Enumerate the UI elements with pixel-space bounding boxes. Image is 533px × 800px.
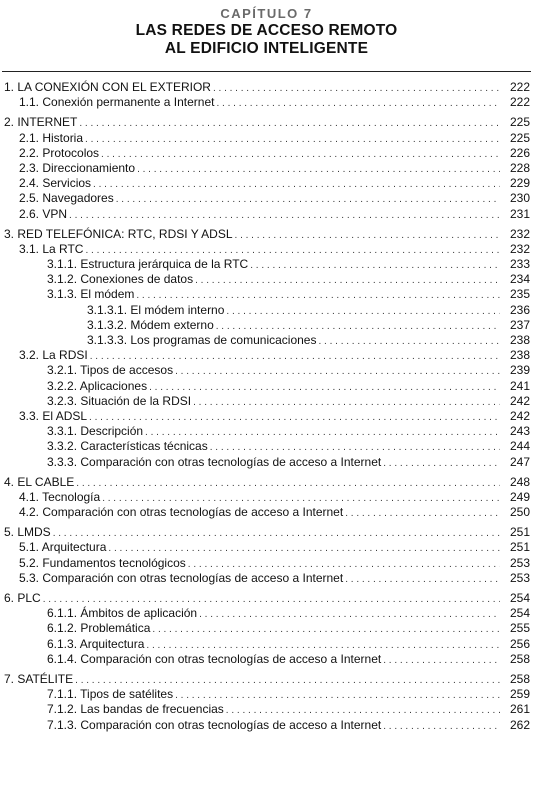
toc-subentry [0,439,533,454]
toc-section [0,525,533,586]
toc-page-number: 251 [509,525,530,540]
dot-leader [383,653,500,668]
toc-page-number: 256 [509,636,530,651]
toc-subentry [0,161,533,176]
toc-entry-title: 3.1. La RTC [19,241,84,256]
toc-page-number: 230 [509,191,530,206]
toc-subentry [0,272,533,287]
toc-entry-title: 4.2. Comparación con otras tecnologías de acceso a Internet [19,505,344,520]
toc-entry-title: 2.3. Direccionamiento [19,160,136,175]
toc-page-number: 244 [509,439,530,454]
toc-entry-title: 6.1.2. Problemática [47,621,151,636]
dot-leader [345,506,500,521]
toc-page-number: 249 [509,489,530,504]
toc-page-number: 247 [509,454,530,469]
toc-subentry [0,242,533,257]
chapter-header [0,0,533,58]
dot-leader [318,334,500,349]
toc-entry-title: 3.1.3.3. Los programas de comunicaciones [87,333,317,347]
toc-page-number: 239 [509,363,530,378]
toc-chapter-entry [0,672,533,687]
toc-section [0,591,533,667]
toc-page-number: 253 [509,555,530,570]
toc-page-number: 258 [509,651,530,666]
dot-leader [383,719,500,734]
toc-chapter-entry [0,80,533,95]
dot-leader [175,688,500,703]
toc-subentry [0,455,533,470]
dot-leader [152,622,500,637]
toc-chapter-entry [0,525,533,540]
toc-entry-title: 1. LA CONEXIÓN CON EL EXTERIOR [4,80,211,94]
toc-entry-title: 2.2. Protocolos [19,145,100,160]
dot-leader [193,395,500,410]
table-of-contents [0,80,533,738]
dot-leader [79,116,500,131]
toc-subentry [0,348,533,363]
toc-page-number: 250 [509,505,530,520]
dot-leader [116,192,500,207]
dot-leader [108,541,500,556]
toc-subentry [0,379,533,394]
toc-entry-title: 5.2. Fundamentos tecnológicos [19,555,186,570]
toc-subentry [0,287,533,302]
toc-subentry [0,556,533,571]
dot-leader [43,592,500,607]
toc-page-number: 225 [509,115,530,130]
dot-leader [53,526,500,541]
dot-leader [137,162,500,177]
toc-subentry [0,191,533,206]
dot-leader [226,703,500,718]
toc-entry-title: 5.1. Arquitectura [19,540,107,555]
toc-subentry [0,146,533,161]
toc-subentry [0,394,533,409]
toc-page-number: 236 [509,302,530,317]
dot-leader [195,273,500,288]
toc-page-number: 242 [509,408,530,423]
dot-leader [93,177,500,192]
dot-leader [146,638,500,653]
dot-leader [216,96,500,111]
toc-page-number: 238 [509,333,530,347]
toc-page-number: 251 [509,540,530,555]
toc-entry-title: 2.5. Navegadores [19,191,114,206]
toc-chapter-entry [0,115,533,130]
toc-subentry [0,687,533,702]
toc-page-number: 233 [509,257,530,272]
toc-section [0,80,533,110]
toc-subentry [0,505,533,520]
toc-entry-title: 6.1.3. Arquitectura [47,636,145,651]
toc-page-number: 259 [509,687,530,702]
toc-entry-title: 4.1. Tecnología [19,489,101,504]
toc-subentry [0,540,533,555]
toc-entry-title: 3.3.1. Descripción [47,424,144,439]
toc-page-number: 228 [509,160,530,175]
toc-entry-title: 5.3. Comparación con otras tecnologías de acceso a Internet [19,570,344,585]
dot-leader [89,410,500,425]
toc-page-number: 261 [509,702,530,717]
toc-subentry [0,718,533,733]
toc-page-number: 241 [509,378,530,393]
toc-entry-title: 7.1.1. Tipos de satélites [47,687,174,702]
toc-subentry [0,409,533,424]
dot-leader [75,673,500,688]
toc-entry-title: 3.1.1. Estructura jerárquica de la RTC [47,257,249,272]
toc-entry-title: 2.6. VPN [19,206,68,221]
toc-entry-title: 3.1.3.2. Módem externo [87,317,214,332]
dot-leader [101,147,500,162]
toc-page-number: 253 [509,570,530,585]
toc-page-number: 248 [509,474,530,489]
toc-subentry [0,257,533,272]
chapter-number: CAPÍTULO 7 [220,6,313,21]
toc-page-number: 222 [509,80,530,94]
header-divider [2,71,531,72]
toc-subentry [0,652,533,667]
dot-leader [383,456,500,471]
toc-entry-title: 3.3.2. Características técnicas [47,439,208,454]
toc-subentry [0,637,533,652]
toc-subentry [0,606,533,621]
toc-page-number: 262 [509,717,530,732]
toc-subentry [0,621,533,636]
dot-leader [188,557,500,572]
toc-subentry [0,363,533,378]
toc-page-number: 234 [509,272,530,287]
toc-page-number: 255 [509,621,530,636]
dot-leader [149,380,500,395]
dot-leader [210,440,500,455]
toc-entry-title: 5. LMDS [4,525,51,540]
toc-page-number: 243 [509,424,530,439]
dot-leader [235,228,500,243]
toc-page-number: 222 [509,95,530,110]
toc-page-number: 226 [509,145,530,160]
toc-page-number: 231 [509,206,530,221]
toc-subentry [0,303,533,318]
toc-entry-title: 3.2.3. Situación de la RDSI [47,393,192,408]
toc-section [0,227,533,470]
dot-leader [345,572,500,587]
toc-page-number: 232 [509,226,530,241]
toc-page-number: 237 [509,317,530,332]
toc-page-number: 232 [509,241,530,256]
toc-entry-title: 2.4. Servicios [19,176,92,191]
toc-chapter-entry [0,475,533,490]
toc-entry-title: 3.1.3. El módem [47,287,135,302]
toc-entry-title: 4. EL CABLE [4,474,75,489]
toc-entry-title: 7.1.2. Las bandas de frecuencias [47,702,224,717]
dot-leader [250,258,500,273]
toc-entry-title: 3.1.3.1. El módem interno [87,302,225,317]
toc-page-number: 242 [509,393,530,408]
toc-subentry [0,702,533,717]
toc-page-number: 254 [509,591,530,605]
dot-leader [226,304,500,319]
toc-subentry [0,571,533,586]
toc-entry-title: 3.2. La RDSI [19,348,88,363]
dot-leader [175,364,500,379]
dot-leader [216,319,500,334]
toc-entry-title: 3.2.1. Tipos de accesos [47,363,174,378]
toc-page-number: 238 [509,348,530,363]
toc-page-number: 254 [509,606,530,621]
toc-entry-title: 7.1.3. Comparación con otras tecnologías de acceso a Internet [47,717,382,732]
toc-entry-title: 7. SATÉLITE [4,671,74,686]
toc-chapter-entry [0,227,533,242]
dot-leader [136,288,500,303]
chapter-title-line-1: LAS REDES DE ACCESO REMOTO [135,22,398,39]
toc-section [0,115,533,221]
toc-subentry [0,490,533,505]
toc-subentry [0,207,533,222]
toc-section [0,475,533,521]
toc-entry-title: 3.1.2. Conexiones de datos [47,272,194,287]
chapter-title-line-2: AL EDIFICIO INTELIGENTE [164,40,369,57]
toc-section [0,672,533,733]
toc-subentry [0,131,533,146]
toc-subentry [0,95,533,110]
toc-entry-title: 3. RED TELEFÓNICA: RTC, RDSI Y ADSL [4,226,233,241]
toc-entry-title: 2.1. Historia [19,130,84,145]
toc-subentry [0,318,533,333]
dot-leader [69,208,500,223]
dot-leader [90,349,500,364]
dot-leader [199,607,500,622]
toc-subentry [0,176,533,191]
dot-leader [102,491,500,506]
toc-subentry [0,424,533,439]
toc-page-number: 258 [509,671,530,686]
toc-entry-title: 3.3. El ADSL [19,408,88,423]
dot-leader [85,243,500,258]
toc-entry-title: 3.3.3. Comparación con otras tecnologías de acceso a Internet [47,454,382,469]
dot-leader [145,425,500,440]
toc-subentry [0,333,533,348]
toc-entry-title: 6. PLC [4,591,41,605]
toc-page-number: 225 [509,130,530,145]
toc-entry-title: 3.2.2. Aplicaciones [47,378,148,393]
dot-leader [76,476,500,491]
dot-leader [213,81,500,96]
toc-chapter-entry [0,591,533,606]
toc-entry-title: 1.1. Conexión permanente a Internet [19,95,215,110]
toc-entry-title: 6.1.4. Comparación con otras tecnologías de acceso a Internet [47,651,382,666]
toc-entry-title: 2. INTERNET [4,115,78,130]
toc-page-number: 235 [509,287,530,302]
dot-leader [85,132,500,147]
toc-page-number: 229 [509,176,530,191]
toc-entry-title: 6.1.1. Ámbitos de aplicación [47,606,198,621]
